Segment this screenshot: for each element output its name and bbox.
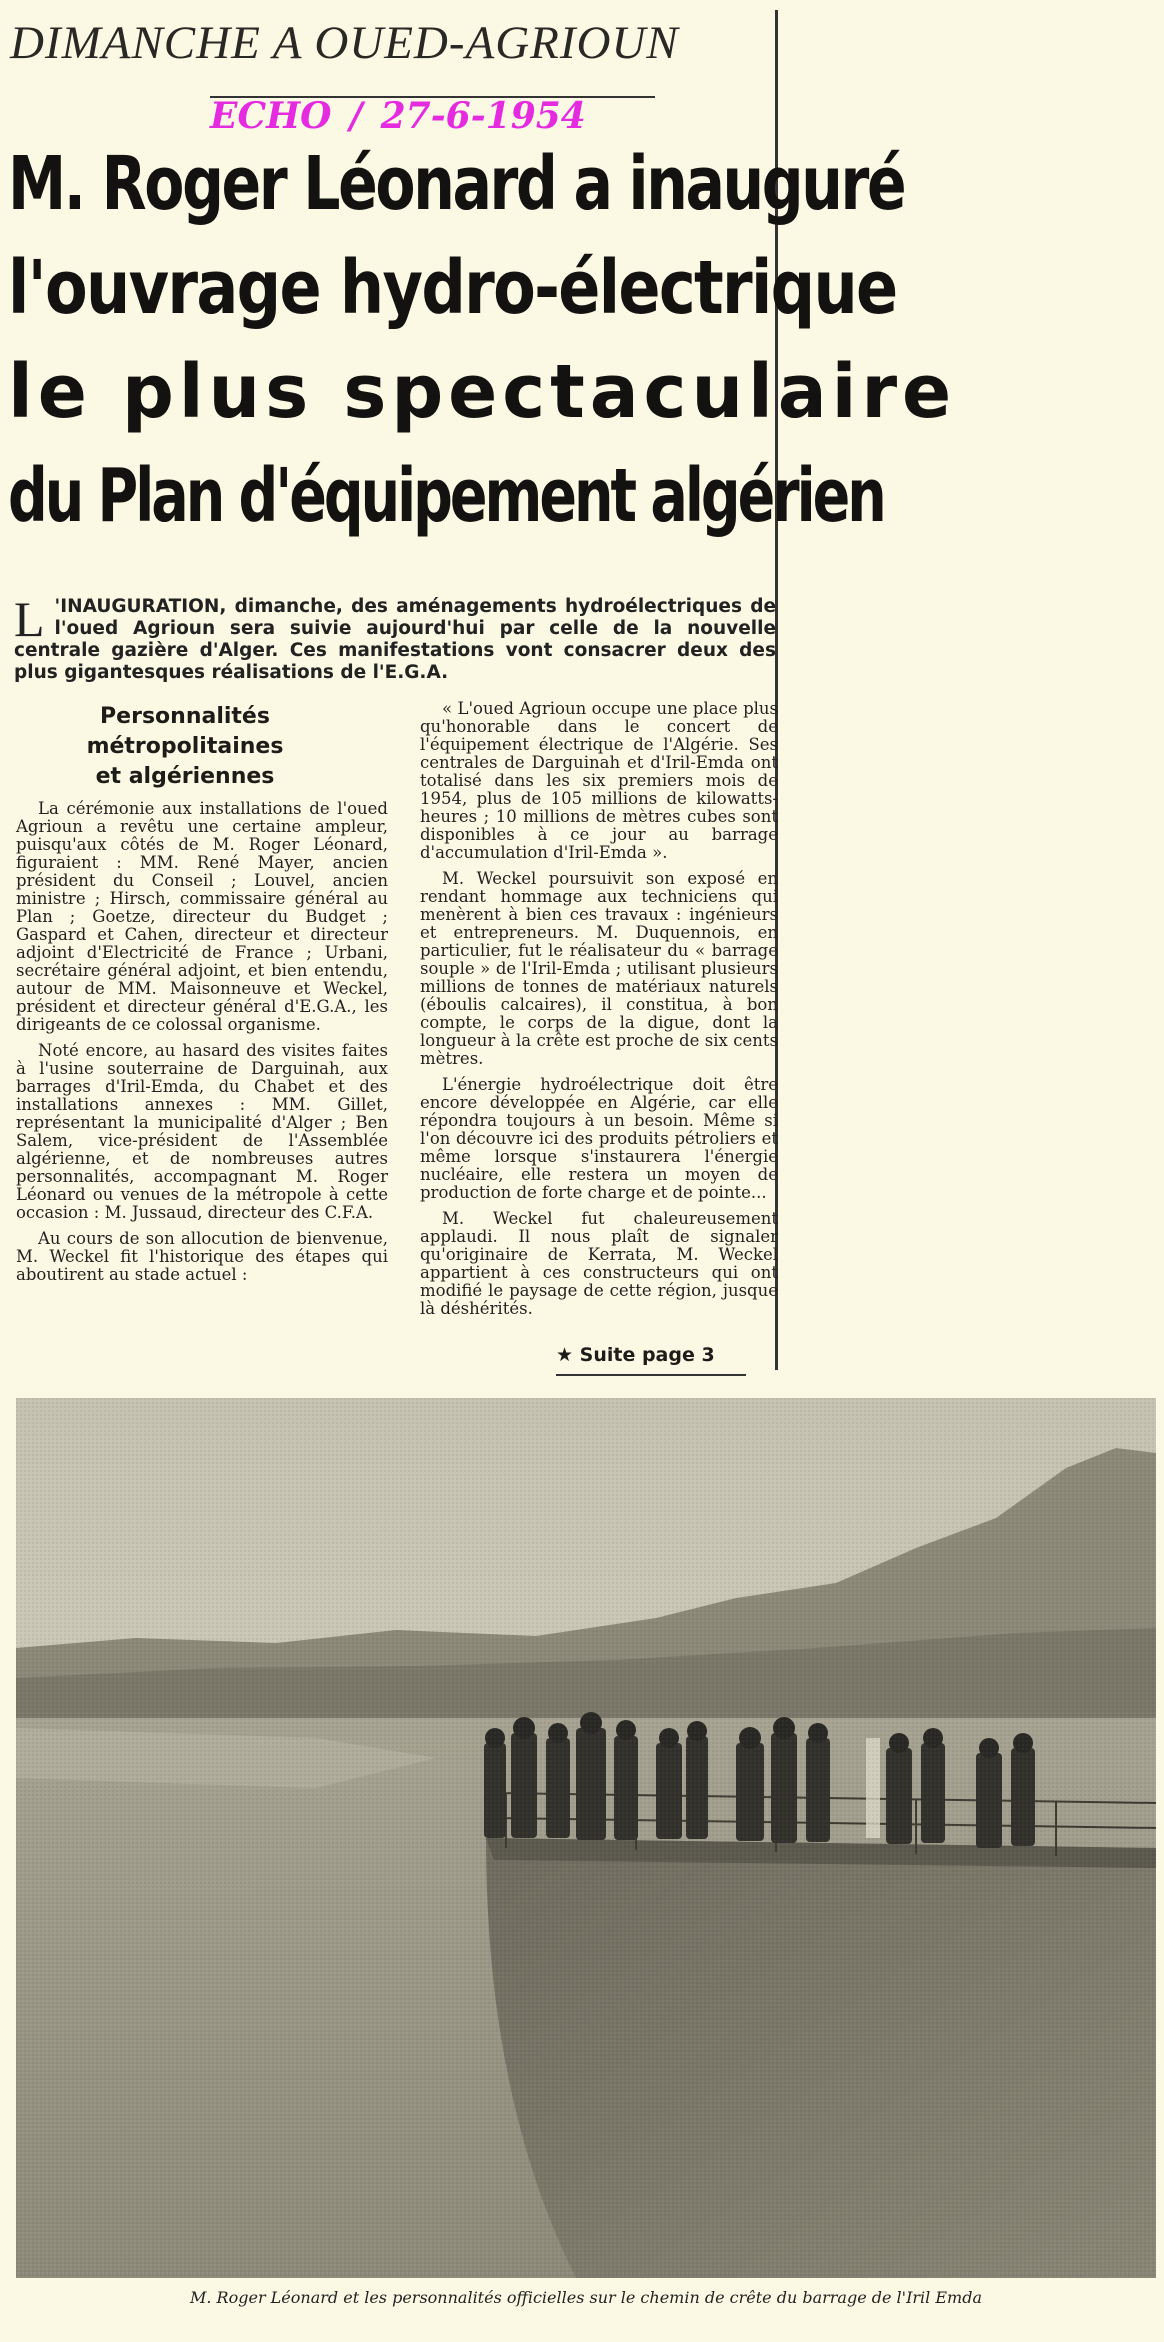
left-paragraph-1: La cérémonie aux installations de l'oued Agrioun a revêtu une certaine ampleur, puisqu'aux côtés de M. Roger Léonard, figuraient : MM. René Mayer, ancien président du Conseil ; Louvel, ancien ministre ; Hirsch, commissaire général au Plan ; Goetze, directeur du Budget ; Gaspard et Cahen, directeur et directeur adjoint d'Electricité de France ; Urbani, secrétaire général adjoint, et bien entendu, autour de MM. Maisonneuve et Weckel, président et directeur général d'E.G.A., les dirigeants de ce colossal organisme. [16, 799, 388, 1034]
kicker-headline: DIMANCHE A OUED-AGRIOUN [10, 17, 679, 69]
right-paragraph-3: L'énergie hydroélectrique doit être encore développée en Algérie, car elle répondra toujours à un besoin. Même si l'on découvre ici des produits pétroliers et même lorsque s'instaurera l'énergie nucléaire, elle restera un moyen de production de forte charge et de pointe... [420, 1075, 778, 1202]
lede-paragraph [14, 591, 776, 684]
subhead-line-2: métropolitaines [86, 734, 284, 759]
left-paragraph-3: Au cours de son allocution de bienvenue, M. Weckel fit l'historique des étapes qui aboutirent au stade actuel : [16, 1229, 388, 1284]
section-subhead [30, 702, 340, 792]
lede-lead-word: 'INAUGURATION [54, 596, 220, 617]
right-paragraph-1: « L'oued Agrioun occupe une place plus qu'honorable dans le concert de l'équipement électrique de l'Algérie. Ses centrales de Darguinah et d'Iril-Emda ont totalisé dans les six premiers mois de 1954, plus de 105 millions de kilowatts-heures ; 10 millions de mètres cubes sont disponibles à ce jour au barrage d'accumulation d'Iril-Emda ». [420, 699, 778, 862]
photo-caption: M. Roger Léonard et les personnalités officielles sur le chemin de crête du barrage de l'Iril Emda [190, 2288, 982, 2307]
stamp-paper: ECHO [210, 95, 332, 137]
continuation-rule [556, 1374, 746, 1376]
right-column [420, 700, 778, 1326]
lede-text: , dimanche, des aménagements hydroélectriques de l'oued Agrioun sera suivie aujourd'hui par celle de la nouvelle centrale gazière d'Alger. Ces manifestations vont consacrer deux des plus gigantesques réalisations de l'E.G.A. [14, 596, 776, 683]
stamp-separator: / [349, 95, 363, 137]
subhead-line-1: Personnalités [100, 704, 270, 729]
continuation-note: ★ Suite page 3 [556, 1344, 715, 1366]
right-paragraph-4: M. Weckel fut chaleureusement applaudi. Il nous plaît de signaler qu'originaire de Kerrata, M. Weckel appartient à ces constructeurs qui ont modifié le paysage de cette région, jusque là déshérités. [420, 1209, 778, 1318]
main-headline [8, 132, 957, 548]
handwritten-stamp [210, 95, 586, 137]
headline-line-2: l'ouvrage hydro-électrique [8, 245, 897, 331]
headline-line-3: le plus spectaculaire [8, 349, 957, 435]
dam-photograph [16, 1398, 1156, 2278]
drop-cap: L [14, 591, 45, 647]
right-paragraph-2: M. Weckel poursuivit son exposé en rendant hommage aux techniciens qui menèrent à bien ces travaux : ingénieurs et entrepreneurs. M. Duquennois, en particulier, fut le réalisateur du « barrage souple » de l'Iril-Emda ; utilisant plusieurs millions de tonnes de matériaux naturels (éboulis calcaires), il constitua, à bon compte, le corps de la digue, dont la longueur à la crête est proche de six cents mètres. [420, 869, 778, 1068]
stamp-date: 27-6-1954 [380, 95, 586, 137]
left-paragraph-2: Noté encore, au hasard des visites faites à l'usine souterraine de Darguinah, aux barrages d'Iril-Emda, du Chabet et des installations annexes : MM. Gillet, représentant la municipalité d'Alger ; Ben Salem, vice-président de l'Assemblée algérienne, et de nombreuses autres personnalités, accompagnant M. Roger Léonard ou venues de la métropole à cette occasion : M. Jussaud, directeur des C.F.A. [16, 1041, 388, 1222]
headline-line-4: du Plan d'équipement algérien [8, 453, 884, 539]
subhead-line-3: et algériennes [95, 764, 275, 789]
headline-line-1: M. Roger Léonard a inauguré [8, 141, 905, 227]
left-column [16, 800, 388, 1292]
